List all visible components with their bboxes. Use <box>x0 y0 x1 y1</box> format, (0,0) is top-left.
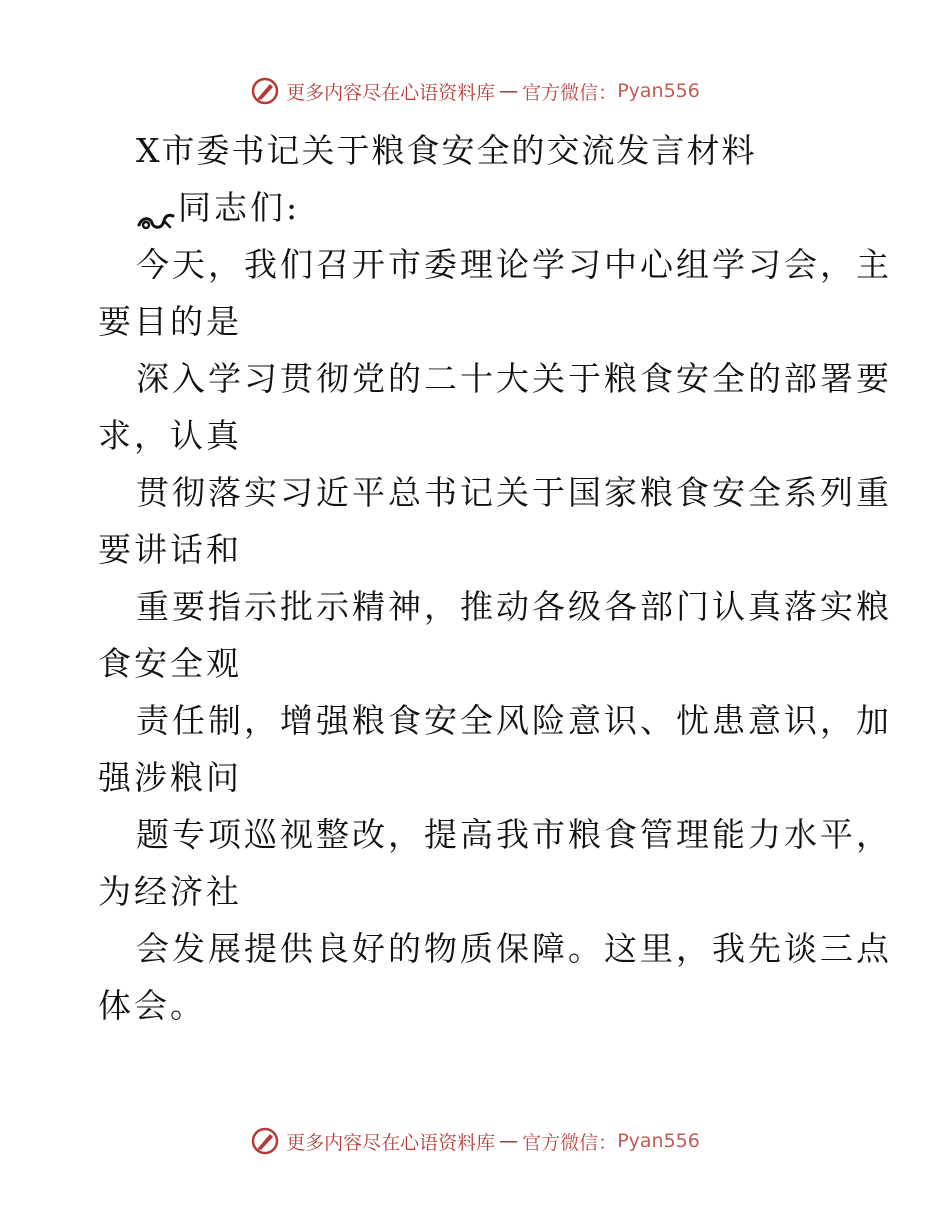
paragraph-line: 要目的是 <box>98 302 242 341</box>
document-body <box>98 122 892 1034</box>
paragraph-line: 强涉粮问 <box>98 758 242 797</box>
paragraph-line: 责任制，增强粮食安全风险意识、忧患意识，加 <box>136 701 892 740</box>
banner-separator: — <box>499 1130 519 1152</box>
salutation-line <box>98 179 858 236</box>
paragraph-line: 求，认真 <box>98 416 242 455</box>
pen-logo-icon <box>250 76 280 106</box>
paragraph-line: 要讲话和 <box>98 530 242 569</box>
paragraph-line: 会发展提供良好的物质保障。这里，我先谈三点 <box>136 929 892 968</box>
footer-banner <box>0 1121 950 1161</box>
banner-wechat-id: Pyan556 <box>617 1130 700 1152</box>
banner-separator: — <box>499 80 519 102</box>
paragraph-line: 深入学习贯彻党的二十大关于粮食安全的部署要 <box>136 359 892 398</box>
banner-text: 更多内容尽在心语资料库 <box>286 1131 496 1154</box>
paragraph-line: 今天，我们召开市委理论学习中心组学习会，主 <box>136 245 892 284</box>
banner-wechat-id: Pyan556 <box>617 80 700 102</box>
paragraph-line: 重要指示批示精神，推动各级各部门认真落实粮 <box>136 587 892 626</box>
paragraph-line: 题专项巡视整改，提高我市粮食管理能力水平， <box>136 815 892 854</box>
flourish-icon <box>136 195 176 225</box>
paragraph-line: 为经济社 <box>98 872 242 911</box>
banner-wechat-label: 官方微信： <box>522 1131 618 1154</box>
paragraph-line: 体会。 <box>98 986 206 1025</box>
pen-logo-icon <box>250 1126 280 1156</box>
paragraph-line: 食安全观 <box>98 644 242 683</box>
document-title: X市委书记关于粮食安全的交流发言材料 <box>136 131 757 170</box>
banner-text: 更多内容尽在心语资料库 <box>286 81 496 104</box>
header-banner <box>0 71 950 111</box>
banner-wechat-label: 官方微信： <box>522 81 618 104</box>
salutation-text: 同志们: <box>178 188 301 227</box>
paragraph-line: 贯彻落实习近平总书记关于国家粮食安全系列重 <box>136 473 892 512</box>
